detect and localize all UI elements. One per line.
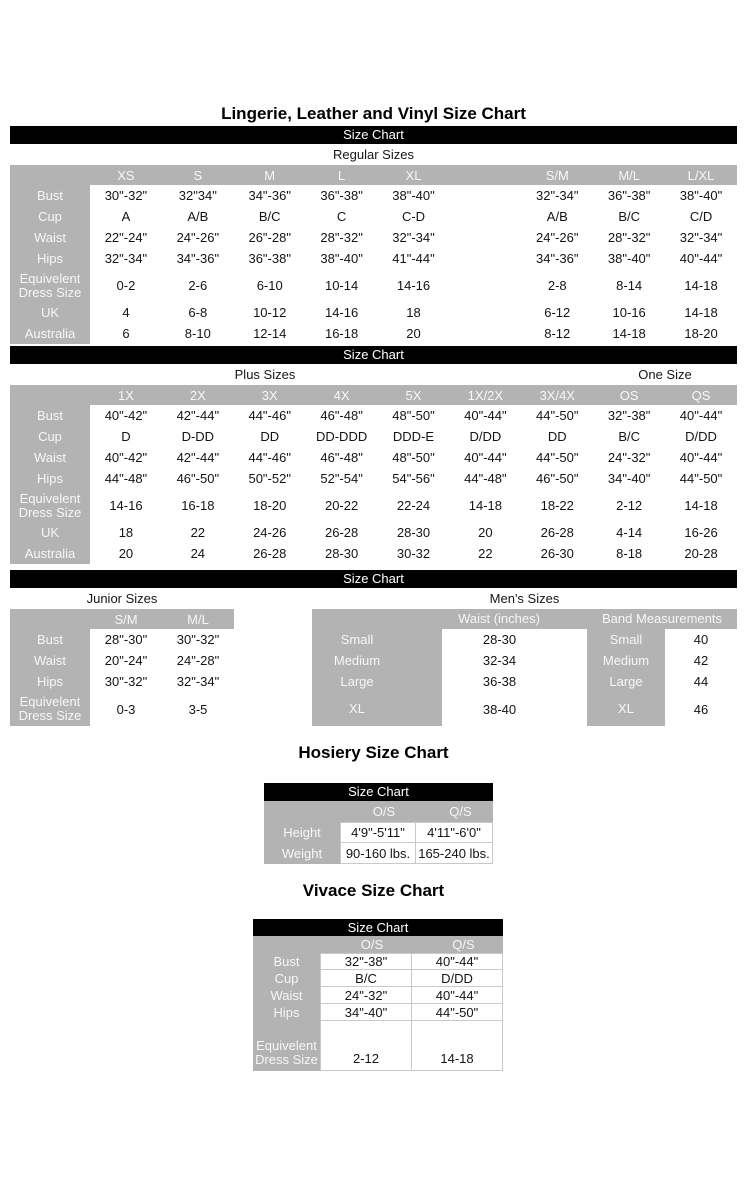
size-cell: 14-16 (306, 302, 378, 323)
size-cell: 38"-40" (593, 248, 665, 269)
size-cell: 4-14 (593, 522, 665, 543)
column-header: O/S (340, 801, 416, 822)
size-chart-bar: Size Chart (264, 783, 493, 801)
spacer (234, 609, 312, 726)
mens-sizes-subtitle: Men's Sizes (489, 591, 560, 606)
size-cell: 8-12 (521, 323, 593, 344)
size-cell: 40"-42" (90, 447, 162, 468)
column-header: 5X (378, 385, 450, 405)
size-cell: 26-28 (234, 543, 306, 564)
row-label: Large (587, 671, 665, 692)
size-cell: 22 (162, 522, 234, 543)
row-label: Cup (10, 426, 90, 447)
size-cell: D (90, 426, 162, 447)
size-cell: 8-10 (162, 323, 234, 344)
size-cell: 26-28 (521, 522, 593, 543)
plus-sizes-table (10, 385, 737, 564)
size-chart-bar: Size Chart (10, 346, 737, 364)
size-cell: DDD-E (378, 426, 450, 447)
row-label: Waist (10, 447, 90, 468)
size-cell: 26"-28" (234, 227, 306, 248)
size-cell: 38"-40" (378, 185, 450, 206)
size-cell: 44 (665, 671, 737, 692)
size-cell: 46"-48" (306, 405, 378, 426)
size-cell: 20 (449, 522, 521, 543)
size-cell: 14-18 (665, 269, 737, 302)
mens-sizes-table (312, 609, 737, 726)
row-label: UK (10, 522, 90, 543)
size-cell: 20 (90, 543, 162, 564)
row-label: Australia (10, 543, 90, 564)
size-cell: 34"-36" (521, 248, 593, 269)
size-cell: D-DD (162, 426, 234, 447)
row-label: Small (312, 629, 442, 650)
size-cell: DD-DDD (306, 426, 378, 447)
column-header: XS (90, 165, 162, 185)
size-cell: 24"-28" (162, 650, 234, 671)
size-cell: 32"-38" (593, 405, 665, 426)
size-cell: 90-160 lbs. (340, 843, 416, 864)
column-header: L (306, 165, 378, 185)
row-label: Bust (10, 185, 90, 206)
size-cell: 34"-40" (320, 1004, 412, 1021)
size-cell: 18-22 (521, 489, 593, 522)
size-cell: 46"-50" (521, 468, 593, 489)
size-cell: 32-34 (442, 650, 582, 671)
column-header: O/S (320, 936, 412, 953)
size-cell: 8-14 (593, 269, 665, 302)
size-cell: 44"-50" (665, 468, 737, 489)
size-cell: D/DD (412, 970, 503, 987)
size-cell: 36"-38" (593, 185, 665, 206)
row-label: Medium (587, 650, 665, 671)
row-label: Medium (312, 650, 442, 671)
size-cell: 28-30 (442, 629, 582, 650)
size-cell: B/C (593, 206, 665, 227)
column-header: M/L (593, 165, 665, 185)
size-cell: 30"-32" (90, 671, 162, 692)
vivace-table (253, 936, 503, 1071)
size-cell: 28-30 (306, 543, 378, 564)
size-cell: 34"-40" (593, 468, 665, 489)
size-cell: 30"-32" (90, 185, 162, 206)
size-cell: B/C (593, 426, 665, 447)
size-cell: 40"-44" (665, 405, 737, 426)
size-cell: 40"-44" (449, 405, 521, 426)
size-cell: 22 (449, 543, 521, 564)
size-cell: 32"34" (162, 185, 234, 206)
size-cell: 6 (90, 323, 162, 344)
column-header: Q/S (416, 801, 493, 822)
size-cell: 28-30 (378, 522, 450, 543)
size-cell: 38"-40" (665, 185, 737, 206)
size-cell: 14-18 (665, 489, 737, 522)
size-cell: 38"-40" (306, 248, 378, 269)
row-label: UK (10, 302, 90, 323)
size-cell: 42"-44" (162, 447, 234, 468)
size-cell: 22-24 (378, 489, 450, 522)
row-label: Equivelent Dress Size (253, 1021, 320, 1071)
size-cell (449, 248, 521, 269)
size-cell: 16-26 (665, 522, 737, 543)
size-cell: 46"-50" (162, 468, 234, 489)
size-cell: 0-2 (90, 269, 162, 302)
vivace-title: Vivace Size Chart (302, 881, 445, 900)
size-chart-bar: Size Chart (10, 570, 737, 588)
size-cell (449, 269, 521, 302)
size-cell: 20-22 (306, 489, 378, 522)
junior-mens-tables-row (10, 609, 737, 726)
size-cell: 42 (665, 650, 737, 671)
size-cell: 32"-34" (521, 185, 593, 206)
size-cell: 32"-34" (162, 671, 234, 692)
size-cell: 2-12 (593, 489, 665, 522)
row-label: Hips (10, 468, 90, 489)
size-cell: 36"-38" (306, 185, 378, 206)
size-cell: 44"-48" (449, 468, 521, 489)
size-cell: 24"-32" (593, 447, 665, 468)
column-header: L/XL (665, 165, 737, 185)
column-header: OS (593, 385, 665, 405)
row-label: Weight (264, 843, 340, 864)
column-header: S/M (90, 609, 162, 629)
plus-sizes-subtitle: Plus Sizes (234, 367, 296, 382)
row-label: Height (264, 822, 340, 843)
row-label: Waist (10, 227, 90, 248)
column-header: Q/S (412, 936, 503, 953)
table-corner (264, 801, 340, 822)
size-cell: 26-30 (521, 543, 593, 564)
size-cell: 52"-54" (306, 468, 378, 489)
column-header: QS (665, 385, 737, 405)
size-cell (449, 227, 521, 248)
column-header: S/M (521, 165, 593, 185)
mens-table-header (312, 609, 737, 629)
size-cell: 18 (90, 522, 162, 543)
size-cell: 44"-50" (412, 1004, 503, 1021)
size-cell: 38-40 (442, 692, 582, 726)
size-cell: 24"-26" (162, 227, 234, 248)
size-cell: C (306, 206, 378, 227)
size-cell: 36"-38" (234, 248, 306, 269)
size-cell: 14-18 (412, 1021, 503, 1071)
junior-sizes-table (10, 609, 234, 726)
size-cell (449, 206, 521, 227)
size-cell: 40"-42" (90, 405, 162, 426)
size-cell: 28"-30" (90, 629, 162, 650)
size-cell: 34"-36" (162, 248, 234, 269)
size-cell: 40"-44" (665, 248, 737, 269)
size-cell: 12-14 (234, 323, 306, 344)
size-cell: 2-8 (521, 269, 593, 302)
size-cell: 50"-52" (234, 468, 306, 489)
column-header: XL (378, 165, 450, 185)
column-header: 1X (90, 385, 162, 405)
row-label: Australia (10, 323, 90, 344)
size-cell: 32"-34" (665, 227, 737, 248)
size-cell: 18-20 (665, 323, 737, 344)
size-cell: 2-12 (320, 1021, 412, 1071)
page-title: Lingerie, Leather and Vinyl Size Chart (221, 104, 526, 123)
size-cell: 40"-44" (665, 447, 737, 468)
size-cell: 32"-34" (378, 227, 450, 248)
size-chart-bar: Size Chart (10, 126, 737, 144)
size-cell: 0-3 (90, 692, 162, 726)
size-cell: 2-6 (162, 269, 234, 302)
size-cell: A/B (162, 206, 234, 227)
size-cell: 44"-50" (521, 405, 593, 426)
table-corner (10, 385, 90, 405)
row-label: XL (587, 692, 665, 726)
column-header: 1X/2X (449, 385, 521, 405)
size-cell: 16-18 (162, 489, 234, 522)
size-cell: 4'9"-5'11" (340, 822, 416, 843)
size-cell: 44"-46" (234, 405, 306, 426)
size-cell: D/DD (665, 426, 737, 447)
size-cell: 42"-44" (162, 405, 234, 426)
size-cell: 41"-44" (378, 248, 450, 269)
regular-sizes-subtitle: Regular Sizes (333, 147, 414, 162)
row-label: Small (587, 629, 665, 650)
column-header: 3X (234, 385, 306, 405)
hosiery-title: Hosiery Size Chart (298, 743, 449, 762)
size-cell: 24"-26" (521, 227, 593, 248)
row-label: Large (312, 671, 442, 692)
size-cell: 4'11"-6'0" (416, 822, 493, 843)
size-cell: 30-32 (378, 543, 450, 564)
size-cell: 40"-44" (412, 987, 503, 1004)
row-label: Waist (10, 650, 90, 671)
row-label: Equivelent Dress Size (10, 269, 90, 302)
size-cell: 34"-36" (234, 185, 306, 206)
size-cell: 36-38 (442, 671, 582, 692)
size-cell: 14-16 (378, 269, 450, 302)
size-cell (449, 323, 521, 344)
size-cell: 20 (378, 323, 450, 344)
row-label: Cup (10, 206, 90, 227)
row-label: Cup (253, 970, 320, 987)
table-corner (253, 936, 320, 953)
size-cell: 54"-56" (378, 468, 450, 489)
size-cell (449, 185, 521, 206)
size-cell: 44"-50" (521, 447, 593, 468)
row-label: XL (312, 692, 442, 726)
row-label: Bust (10, 629, 90, 650)
size-cell: 6-8 (162, 302, 234, 323)
column-header (449, 165, 521, 185)
size-cell: 6-10 (234, 269, 306, 302)
column-header: 2X (162, 385, 234, 405)
size-cell: D/DD (449, 426, 521, 447)
size-cell: DD (521, 426, 593, 447)
size-cell: 10-14 (306, 269, 378, 302)
size-cell: 14-18 (665, 302, 737, 323)
size-cell: 4 (90, 302, 162, 323)
one-size-subtitle: One Size (638, 367, 692, 382)
size-cell: A/B (521, 206, 593, 227)
column-header: 4X (306, 385, 378, 405)
size-cell: 10-12 (234, 302, 306, 323)
regular-sizes-table (10, 165, 737, 344)
size-cell: 30"-32" (162, 629, 234, 650)
table-corner (10, 165, 90, 185)
size-cell: 48"-50" (378, 405, 450, 426)
size-cell: 20-28 (665, 543, 737, 564)
column-header: M (234, 165, 306, 185)
mens-band-header: Band Measurements (602, 611, 722, 626)
junior-mens-subtitle-row (10, 588, 737, 609)
size-cell: 44"-48" (90, 468, 162, 489)
row-label: Hips (10, 671, 90, 692)
size-cell: 24-26 (234, 522, 306, 543)
size-cell: 22"-24" (90, 227, 162, 248)
size-cell: 46"-48" (306, 447, 378, 468)
size-cell: 3-5 (162, 692, 234, 726)
row-label: Bust (253, 953, 320, 970)
size-cell: C/D (665, 206, 737, 227)
size-cell: 18 (378, 302, 450, 323)
row-label: Hips (253, 1004, 320, 1021)
column-header: M/L (162, 609, 234, 629)
row-label: Equivelent Dress Size (10, 692, 90, 726)
size-cell: 24"-32" (320, 987, 412, 1004)
size-cell: 165-240 lbs. (416, 843, 493, 864)
junior-sizes-subtitle: Junior Sizes (86, 591, 158, 606)
size-chart-bar: Size Chart (253, 919, 503, 936)
size-cell: B/C (234, 206, 306, 227)
size-cell: 26-28 (306, 522, 378, 543)
size-cell: 10-16 (593, 302, 665, 323)
size-cell: 40"-44" (449, 447, 521, 468)
plus-one-size-subtitle-row (10, 364, 737, 385)
size-cell: 32"-38" (320, 953, 412, 970)
size-cell: C-D (378, 206, 450, 227)
size-cell: 48"-50" (378, 447, 450, 468)
row-label: Waist (253, 987, 320, 1004)
size-cell: 28"-32" (593, 227, 665, 248)
size-cell: 40"-44" (412, 953, 503, 970)
column-header: S (162, 165, 234, 185)
size-cell: 6-12 (521, 302, 593, 323)
size-cell: B/C (320, 970, 412, 987)
size-cell: 14-16 (90, 489, 162, 522)
size-cell: 14-18 (449, 489, 521, 522)
size-cell: A (90, 206, 162, 227)
size-cell: 40 (665, 629, 737, 650)
size-cell: 46 (665, 692, 737, 726)
size-cell: DD (234, 426, 306, 447)
size-cell: 18-20 (234, 489, 306, 522)
size-cell: 24 (162, 543, 234, 564)
row-label: Bust (10, 405, 90, 426)
row-label: Equivelent Dress Size (10, 489, 90, 522)
hosiery-table (264, 801, 493, 864)
row-label: Hips (10, 248, 90, 269)
size-cell: 44"-46" (234, 447, 306, 468)
size-cell (449, 302, 521, 323)
size-cell: 8-18 (593, 543, 665, 564)
column-header: 3X/4X (521, 385, 593, 405)
mens-waist-header: Waist (inches) (458, 611, 540, 626)
size-cell: 14-18 (593, 323, 665, 344)
size-cell: 16-18 (306, 323, 378, 344)
size-cell: 28"-32" (306, 227, 378, 248)
size-cell: 32"-34" (90, 248, 162, 269)
size-cell: 20"-24" (90, 650, 162, 671)
table-corner (10, 609, 90, 629)
